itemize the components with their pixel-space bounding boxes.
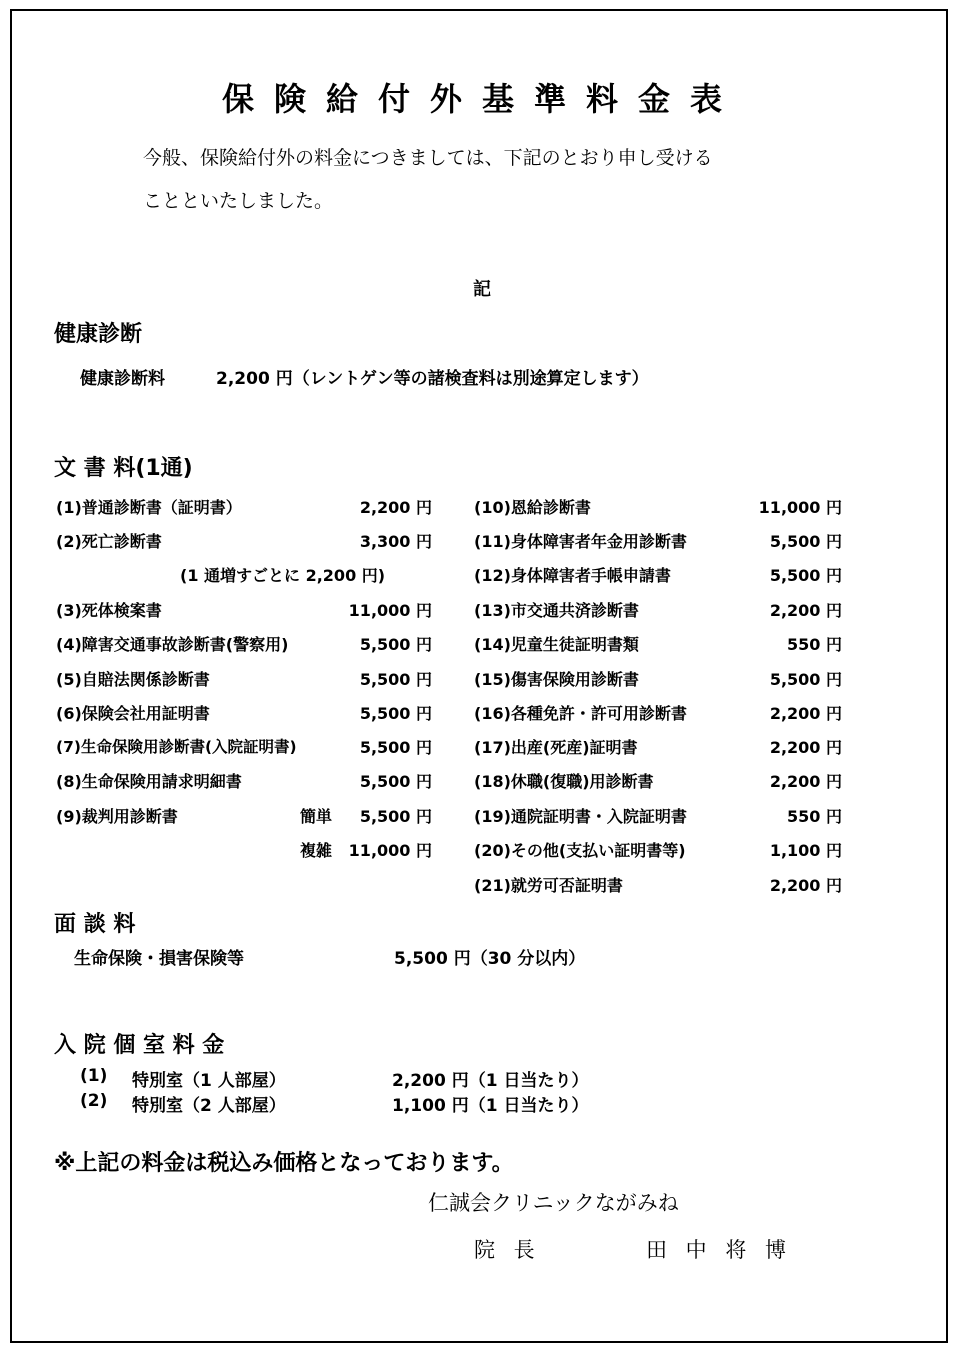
director-title: 院 長: [474, 1238, 541, 1262]
doc-left-sub: 簡単: [300, 807, 333, 826]
doc-right-label: (14)児童生徒証明書類: [474, 635, 639, 654]
page-title: 保険給付外基準料金表: [221, 80, 742, 118]
doc-right-price: 1,100 円: [769, 841, 842, 860]
doc-right-price: 2,200 円: [769, 704, 842, 723]
doc-left-price: 3,300 円: [359, 532, 432, 551]
room-item-label: 特別室（2 人部屋）: [132, 1096, 286, 1116]
director-name: 田 中 将 博: [646, 1238, 793, 1262]
doc-right-price: 2,200 円: [769, 772, 842, 791]
interview-price: 5,500 円（30 分以内）: [394, 949, 586, 969]
doc-left-price: 11,000 円: [348, 841, 432, 860]
doc-left-label: (7)生命保険用診断書(入院証明書): [56, 738, 297, 756]
doc-right-label: (15)傷害保険用診断書: [474, 670, 639, 689]
doc-left-label: (9)裁判用診断書: [56, 807, 178, 826]
doc-left-sub: 複雑: [300, 841, 333, 860]
doc-right-label: (13)市交通共済診断書: [474, 601, 639, 620]
tax-note: ※上記の料金は税込み価格となっております。: [54, 1151, 514, 1176]
room-item-label: 特別室（1 人部屋）: [132, 1071, 286, 1091]
doc-right-label: (19)通院証明書・入院証明書: [474, 807, 687, 826]
room-item-number: (2): [80, 1091, 108, 1111]
intro-line-1: 今般、保険給付外の料金につきましては、下記のとおり申し受ける: [143, 147, 713, 169]
doc-left-label: (5)自賠法関係診断書: [56, 670, 210, 689]
doc-left-price: 5,500 円: [359, 807, 432, 826]
health-heading: 健康診断: [54, 322, 143, 347]
intro-line-2: ことといたしました。: [143, 190, 334, 212]
doc-left-price: 5,500 円: [359, 635, 432, 654]
interview-heading: 面 談 料: [54, 912, 136, 937]
doc-left-label: (3)死体検案書: [56, 601, 162, 620]
doc-right-label: (12)身体障害者手帳申請書: [474, 566, 671, 585]
room-heading: 入 院 個 室 料 金: [54, 1033, 225, 1058]
health-item-price: 2,200 円（レントゲン等の諸検査料は別途算定します）: [216, 369, 649, 389]
health-item-label: 健康診断料: [80, 369, 165, 389]
doc-right-price: 550 円: [787, 635, 842, 654]
doc-right-price: 550 円: [787, 807, 842, 826]
documents-heading: 文 書 料(1通): [54, 456, 193, 481]
doc-right-price: 5,500 円: [769, 670, 842, 689]
room-item-number: (1): [80, 1066, 108, 1086]
doc-left-label: (2)死亡診断書: [56, 532, 162, 551]
doc-right-price: 11,000 円: [758, 498, 842, 517]
doc-left-price: 11,000 円: [348, 601, 432, 620]
doc-right-price: 2,200 円: [769, 601, 842, 620]
ki-heading: 記: [473, 279, 491, 300]
doc-right-label: (18)休職(復職)用診断書: [474, 772, 654, 791]
doc-right-price: 5,500 円: [769, 532, 842, 551]
doc-right-label: (17)出産(死産)証明書: [474, 738, 638, 757]
doc-left-price: 5,500 円: [359, 738, 432, 757]
doc-right-label: (10)恩給診断書: [474, 498, 591, 517]
interview-label: 生命保険・損害保険等: [74, 949, 244, 969]
room-item-price: 2,200 円（1 日当たり）: [392, 1071, 589, 1091]
doc-right-price: 2,200 円: [769, 876, 842, 895]
doc-right-price: 2,200 円: [769, 738, 842, 757]
doc-left-label: (8)生命保険用請求明細書: [56, 772, 242, 791]
doc-right-label: (11)身体障害者年金用診断書: [474, 532, 687, 551]
doc-left-price: 5,500 円: [359, 772, 432, 791]
doc-left-price: 5,500 円: [359, 670, 432, 689]
doc-left-price: 2,200 円: [359, 498, 432, 517]
doc-right-label: (16)各種免許・許可用診断書: [474, 704, 687, 723]
room-item-price: 1,100 円（1 日当たり）: [392, 1096, 589, 1116]
doc-left-price: 5,500 円: [359, 704, 432, 723]
doc-right-price: 5,500 円: [769, 566, 842, 585]
doc-right-label: (20)その他(支払い証明書等): [474, 841, 686, 860]
clinic-name: 仁誠会クリニックながみね: [428, 1191, 679, 1215]
doc-right-label: (21)就労可否証明書: [474, 876, 623, 895]
doc-left-label: (1)普通診断書（証明書）: [56, 498, 242, 517]
doc-left-label: (6)保険会社用証明書: [56, 704, 210, 723]
doc-left-note: (1 通増すごとに 2,200 円): [180, 566, 386, 585]
doc-left-label: (4)障害交通事故診断書(警察用): [56, 635, 289, 654]
